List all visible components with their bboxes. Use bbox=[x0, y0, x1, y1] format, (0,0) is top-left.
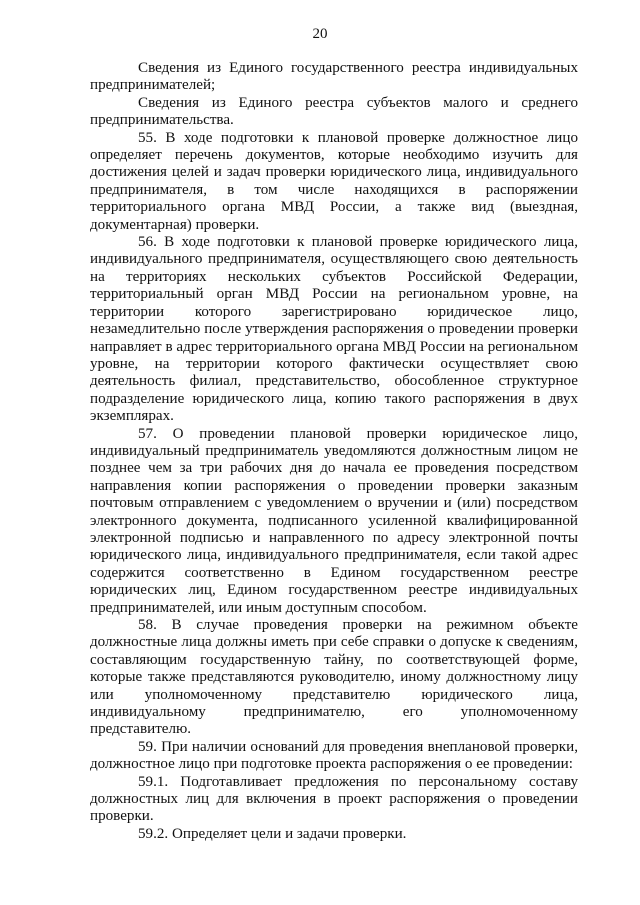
paragraph-egrip-info: Сведения из Единого государственного реестра индивидуальных предпринимателей; bbox=[90, 60, 578, 94]
page-number: 20 bbox=[312, 26, 328, 42]
paragraph-57: 57. О проведении плановой проверки юридическое лицо, индивидуальный предприниматель уведомляются должностным лицом не позднее чем за три рабочих дня до начала ее проведения посредством направления копии распоряжения о проведении проверки заказным почтовым отправлением с уведомлением о вручении и (или) посредством электронного документа, подписанного усиленной квалифицированной электронной подписью и направленного по адресу электронной почты юридического лица, индивидуального предпринимателя, если такой адрес содержится соответственно в Едином государственном реестре юридических лиц, Едином государственном реестре индивидуальных предпринимателей, или иным доступным способом. bbox=[90, 425, 578, 616]
paragraph-59-2: 59.2. Определяет цели и задачи проверки. bbox=[138, 825, 407, 842]
paragraph-56: 56. В ходе подготовки к плановой проверке юридического лица, индивидуального предпринимателя, осуществляющего свою деятельность на территориях нескольких субъектов Российской Федерации, территориальный орган МВД России на региональном уровне, на территории которого зарегистрировано юридическое лицо, незамедлительно после утверждения распоряжения о проведении проверки направляет в адрес территориального органа МВД России на региональном уровне, на территории которого фактически осуществляет свою деятельность филиал, представительство, обособленное структурное подразделение юридического лица, копию такого распоряжения в двух экземплярах. bbox=[90, 234, 578, 425]
paragraph-small-business-registry: Сведения из Единого реестра субъектов малого и среднего предпринимательства. bbox=[90, 94, 578, 129]
paragraph-59: 59. При наличии оснований для проведения внеплановой проверки, должностное лицо при подготовке проекта распоряжения о ее проведении: bbox=[90, 738, 578, 773]
document-body bbox=[90, 60, 578, 843]
paragraph-58: 58. В случае проведения проверки на режимном объекте должностные лица должны иметь при себе справки о допуске к сведениям, составляющим государственную тайну, по соответствующей форме, которые также представляются руководителю, иному должностному лицу или уполномоченному представителю юридического лица, индивидуальному предпринимателю, его уполномоченному представителю. bbox=[90, 617, 578, 738]
paragraph-55: 55. В ходе подготовки к плановой проверке должностное лицо определяет перечень документов, которые необходимо изучить для достижения целей и задач проверки юридического лица, индивидуального предпринимателя, в том числе находящихся в распоряжении территориального органа МВД России, а также вид (выездная, документарная) проверки. bbox=[90, 129, 578, 233]
paragraph-59-1: 59.1. Подготавливает предложения по персональному составу должностных лиц для включения в проект распоряжения о проведении проверки. bbox=[90, 773, 578, 825]
